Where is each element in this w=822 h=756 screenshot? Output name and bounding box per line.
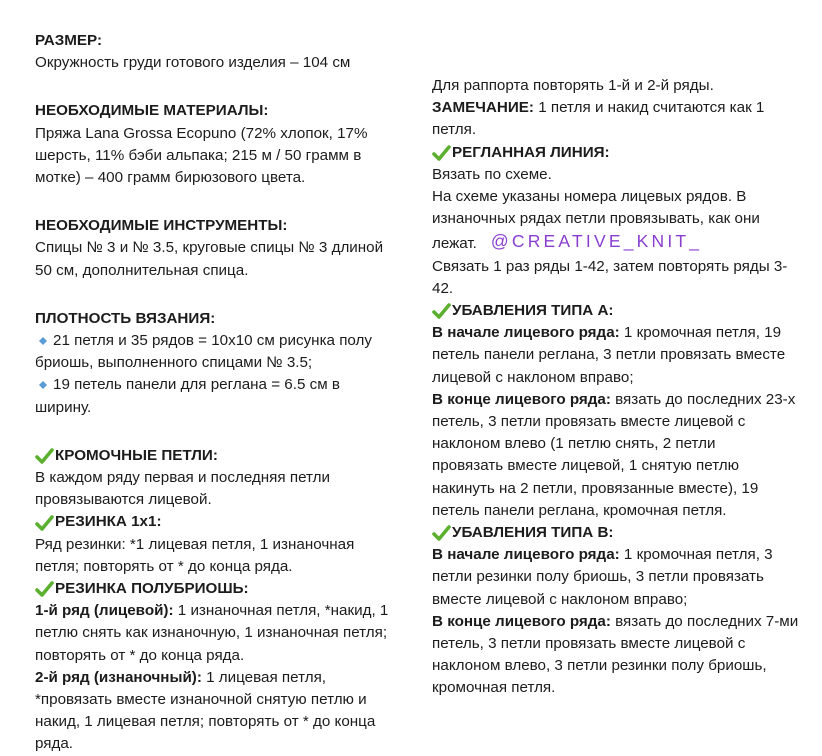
size-text: Окружность груди готового изделия – 104 см [35, 54, 351, 72]
left-column [35, 30, 410, 756]
rib-line: Ряд резинки: *1 лицевая петля, 1 изнаночная [35, 535, 355, 553]
decrease-b-end-line: наклоном влево, 3 петли резинки полу бриошь, [432, 657, 767, 675]
decrease-b-start-text: 1 кромочная петля, 3 [619, 546, 773, 564]
decrease-a-start-line: петель панели реглана, 3 петли провязать вместе [432, 346, 786, 364]
decrease-a-end-line: накинуть на 2 петли, провязанные вместе), 19 [432, 479, 759, 497]
note-line [432, 97, 804, 119]
size-heading: РАЗМЕР: [35, 32, 103, 49]
raglan-heading-text: РЕГЛАННАЯ ЛИНИЯ: [452, 143, 610, 161]
tools-heading: НЕОБХОДИМЫЕ ИНСТРУМЕНТЫ: [35, 217, 288, 235]
small-blue-diamond-icon [39, 381, 47, 389]
note-line: петля. [432, 121, 477, 139]
raglan-line: На схеме указаны номера лицевых рядов. В [432, 188, 747, 206]
row2-line: ряда. [35, 735, 74, 753]
watermark: @CREATIVE_KNIT_ [490, 231, 703, 252]
row2-line: *провязать вместе изнаночной снятую петлю и [35, 691, 367, 709]
materials-line: мотке) – 400 грамм бирюзового цвета. [35, 169, 306, 187]
raglan-line: изнаночных рядах петли провязывать, как они [432, 210, 760, 228]
decrease-a-start-line [432, 322, 804, 344]
rib-heading [35, 511, 410, 533]
raglan-line: Связать 1 раз ряды 1-42, затем повторять ряды 3- [432, 257, 788, 275]
row2-label: 2-й ряд (изнаночный): [35, 668, 202, 686]
check-mark-icon [432, 302, 451, 320]
decrease-a-end-line: провязать вместе лицевой, 1 снятую петлю [432, 457, 740, 475]
edge-stitches-heading-text: КРОМОЧНЫЕ ПЕТЛИ: [55, 446, 218, 464]
tools-line: Спицы № 3 и № 3.5, круговые спицы № 3 длиной [35, 239, 384, 257]
raglan-line [432, 230, 804, 255]
raglan-line-text: лежат. [432, 235, 477, 253]
decrease-b-end-label: В конце лицевого ряда: [432, 612, 611, 630]
gauge-bullet-2 [35, 374, 410, 396]
check-mark-icon [35, 514, 54, 532]
rib-line: петля; повторять от * до конца ряда. [35, 557, 293, 575]
check-mark-icon [432, 144, 451, 162]
decrease-a-start-label: В начале лицевого ряда: [432, 324, 620, 342]
decrease-b-end-line [432, 611, 804, 633]
check-mark-icon [35, 580, 54, 598]
gauge-heading: ПЛОТНОСТЬ ВЯЗАНИЯ: [35, 309, 216, 327]
decrease-a-end-line [432, 389, 804, 411]
decrease-b-start-line [432, 544, 804, 566]
decrease-a-end-line: петель, 3 петли провязать вместе лицевой с [432, 413, 746, 431]
materials-line: шерсть, 11% бэби альпака; 215 м / 50 грамм в [35, 146, 362, 164]
decrease-b-start-line: вместе лицевой с наклоном вправо; [432, 590, 688, 608]
decrease-b-start-label: В начале лицевого ряда: [432, 546, 620, 564]
gauge-bullet-1 [35, 330, 410, 352]
materials-line: Пряжа Lana Grossa Ecopuno (72% хлопок, 17% [35, 124, 368, 142]
rib-heading-text: РЕЗИНКА 1x1: [55, 513, 162, 531]
row1-line [35, 600, 410, 622]
row1-line: петлю снять как изнаночную, 1 изнаночная петля; [35, 624, 388, 642]
edge-line: провязываются лицевой. [35, 491, 212, 509]
check-mark-icon [35, 447, 54, 465]
tools-line: 50 см, дополнительная спица. [35, 261, 249, 279]
decrease-a-end-line: наклоном влево (1 петлю снять, 2 петли [432, 435, 716, 453]
row2-text: 1 лицевая петля, [201, 668, 327, 686]
decrease-b-heading [432, 522, 804, 544]
decrease-a-heading-text: УБАВЛЕНИЯ ТИПА А: [452, 302, 614, 320]
edge-stitches-heading [35, 445, 410, 467]
row1-line: повторять от * до конца ряда. [35, 646, 245, 664]
decrease-b-end-line: кромочная петля. [432, 679, 556, 697]
brioche-heading [35, 578, 410, 600]
decrease-b-start-line: петли резинки полу бриошь, 3 петли провязать [432, 568, 764, 586]
decrease-a-end-label: В конце лицевого ряда: [432, 390, 611, 408]
decrease-b-end-text: вязать до последних 7-ми [610, 612, 799, 630]
edge-line: В каждом ряду первая и последняя петли [35, 469, 330, 487]
right-column [432, 75, 804, 700]
row1-label: 1-й ряд (лицевой): [35, 602, 174, 620]
brioche-heading-text: РЕЗИНКА ПОЛУБРИОШЬ: [55, 580, 249, 598]
gauge-line: ширину. [35, 398, 92, 416]
gauge-bullet-2-text: 19 петель панели для реглана = 6.5 см в [53, 376, 340, 394]
gauge-line: бриошь, выполненного спицами № 3.5; [35, 354, 313, 372]
raglan-line: 42. [432, 279, 454, 297]
row1-text: 1 изнаночная петля, *накид, 1 [173, 602, 389, 620]
decrease-a-start-text: 1 кромочная петля, 19 [619, 324, 782, 342]
decrease-a-end-line: петель панели реглана, кромочная петля. [432, 501, 727, 519]
raglan-line: Вязать по схеме. [432, 165, 552, 183]
row2-line [35, 667, 410, 689]
row2-line: накид, 1 лицевая петля; повторять от * до конца [35, 713, 376, 731]
decrease-a-end-text: вязать до последних 23-х [610, 390, 796, 408]
decrease-b-end-line: петель, 3 петли провязать вместе лицевой с [432, 635, 746, 653]
decrease-a-heading [432, 300, 804, 322]
small-blue-diamond-icon [39, 337, 47, 345]
decrease-a-start-line: лицевой с наклоном вправо; [432, 368, 634, 386]
decrease-b-heading-text: УБАВЛЕНИЯ ТИПА В: [452, 524, 614, 542]
gauge-bullet-1-text: 21 петля и 35 рядов = 10x10 см рисунка полу [53, 332, 373, 350]
check-mark-icon [432, 524, 451, 542]
note-label: ЗАМЕЧАНИЕ: [432, 99, 534, 117]
raglan-heading [432, 142, 804, 164]
note-text: 1 петля и накид считаются как 1 [533, 99, 765, 117]
materials-heading: НЕОБХОДИМЫЕ МАТЕРИАЛЫ: [35, 102, 269, 120]
repeat-text: Для раппорта повторять 1-й и 2-й ряды. [432, 77, 714, 94]
